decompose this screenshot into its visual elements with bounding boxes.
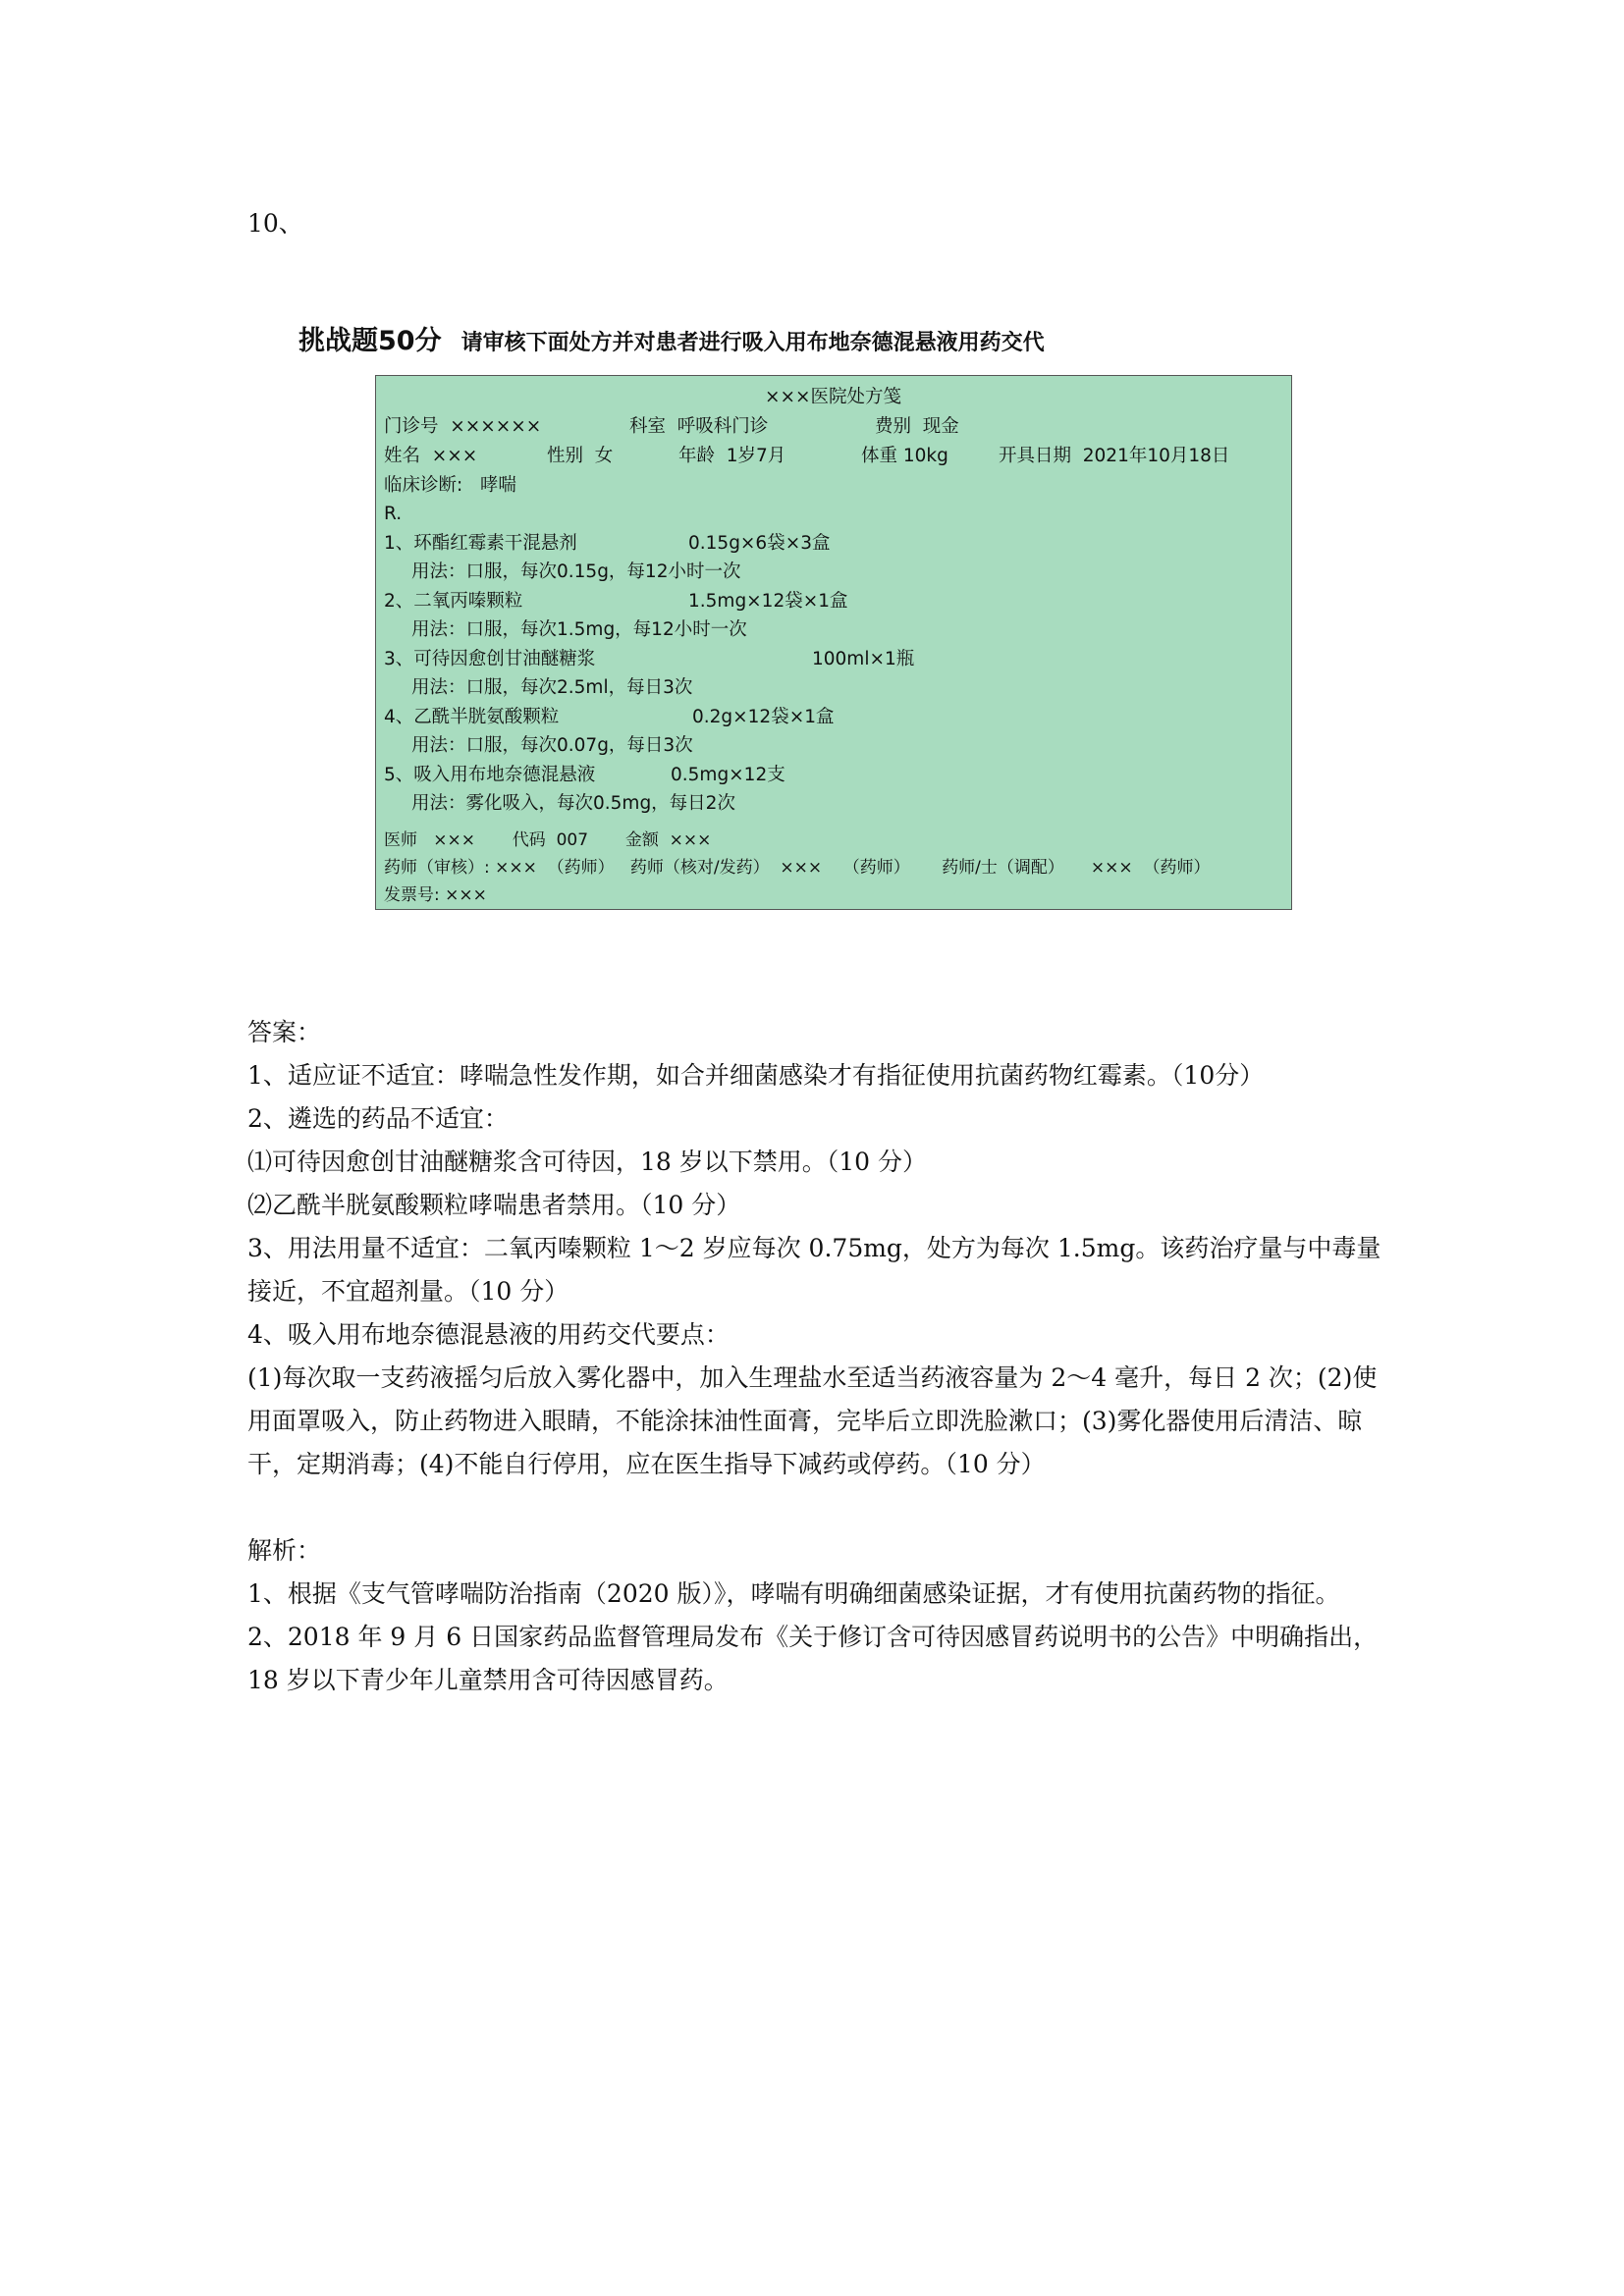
drug-5-spec: 0.5mg×12支 — [671, 765, 785, 785]
answer-item-3: 3、用法用量不适宜：二氧丙嗪颗粒 1～2 岁应每次 0.75mg，处方为每次 1.5mg。该药治疗量与中毒量接近，不宜超剂量。（10 分） — [247, 1234, 1381, 1306]
patient-sex: 性别 女 — [547, 446, 614, 466]
prescription-form — [375, 375, 1292, 910]
invoice-number: 发票号: ××× — [384, 885, 487, 905]
department: 科室 呼吸科门诊 — [629, 416, 769, 437]
drug-3-usage: 用法：口服，每次2.5ml，每日3次 — [411, 677, 693, 698]
analysis-item-1: 1、根据《支气管哮喘防治指南（2020 版）》，哮喘有明确细菌感染证据，才有使用抗菌药物的指征。 — [247, 1579, 1340, 1608]
drug-1-spec: 0.15g×6袋×3盒 — [688, 533, 831, 554]
drug-3-spec: 100ml×1瓶 — [812, 649, 915, 669]
challenge-heading — [298, 319, 1045, 357]
drug-2-usage: 用法：口服，每次1.5mg，每12小时一次 — [411, 619, 747, 640]
drug-1-usage: 用法：口服，每次0.15g，每12小时一次 — [411, 561, 741, 582]
answer-item-4: 4、吸入用布地奈德混悬液的用药交代要点： — [247, 1320, 730, 1349]
patient-age: 年龄 1岁7月 — [678, 446, 786, 466]
rp-mark: R. — [384, 504, 403, 524]
challenge-score: 挑战题50分 — [298, 326, 442, 356]
answer-item-4-detail: (1)每次取一支药液摇匀后放入雾化器中，加入生理盐水至适当药液容量为 2～4 毫升，每日 2 次；(2)使用面罩吸入，防止药物进入眼睛，不能涂抹油性面膏，完毕后立即洗脸漱口；(3)雾化器使用后清洁、晾干，定期消毒；(4)不能自行停用，应在医生指导下减药或停药。（10 分） — [247, 1363, 1378, 1478]
drug-2-spec: 1.5mg×12袋×1盒 — [688, 591, 848, 612]
clinical-diagnosis: 临床诊断: 哮喘 — [384, 475, 516, 496]
drug-5-name: 5、吸入用布地奈德混悬液 — [384, 765, 596, 785]
pharmacist-line: 药师（审核）: ××× （药师） 药师（核对/发药） ××× （药师） 药师/士（调配） ××× （药师） — [384, 858, 1211, 878]
outpatient-number: 门诊号 ×××××× — [384, 416, 542, 437]
analysis-heading: 解析： — [247, 1536, 322, 1565]
challenge-task: 请审核下面处方并对患者进行吸入用布地奈德混悬液用药交代 — [460, 331, 1045, 355]
answer-item-1: 1、适应证不适宜：哮喘急性发作期，如合并细菌感染才有指征使用抗菌药物红霉素。（10分） — [247, 1061, 1265, 1090]
answer-item-2-sub-2: ⑵乙酰半胱氨酸颗粒哮喘患者禁用。（10 分） — [247, 1191, 741, 1219]
drug-4-spec: 0.2g×12袋×1盒 — [692, 707, 835, 727]
drug-5-usage: 用法：雾化吸入，每次0.5mg，每日2次 — [411, 793, 735, 814]
answer-item-2-sub-1: ⑴可待因愈创甘油醚糖浆含可待因，18 岁以下禁用。（10 分） — [247, 1148, 928, 1176]
patient-name: 姓名 ××× — [384, 446, 478, 466]
drug-3-name: 3、可待因愈创甘油醚糖浆 — [384, 649, 596, 669]
analysis-item-2: 2、2018 年 9 月 6 日国家药品监督管理局发布《关于修订含可待因感冒药说明书的公告》中明确指出，18 岁以下青少年儿童禁用含可待因感冒药。 — [247, 1623, 1379, 1694]
patient-weight: 体重 10kg — [861, 446, 948, 466]
answer-heading: 答案： — [247, 1018, 322, 1046]
issue-date: 开具日期 2021年10月18日 — [999, 446, 1230, 466]
answer-item-2: 2、遴选的药品不适宜： — [247, 1104, 509, 1133]
fee-type: 费别 现金 — [875, 416, 959, 437]
prescription-title: ×××医院处方笺 — [765, 387, 902, 407]
drug-4-name: 4、乙酰半胱氨酸颗粒 — [384, 707, 560, 727]
section-gap — [247, 1486, 1396, 1529]
question-number: 10、 — [247, 209, 303, 238]
doctor-line: 医师 ××× 代码 007 金额 ××× — [384, 830, 712, 850]
answer-section — [247, 1011, 1396, 1702]
drug-2-name: 2、二氧丙嗪颗粒 — [384, 591, 523, 612]
drug-1-name: 1、环酯红霉素干混悬剂 — [384, 533, 577, 554]
drug-4-usage: 用法：口服，每次0.07g，每日3次 — [411, 735, 693, 756]
